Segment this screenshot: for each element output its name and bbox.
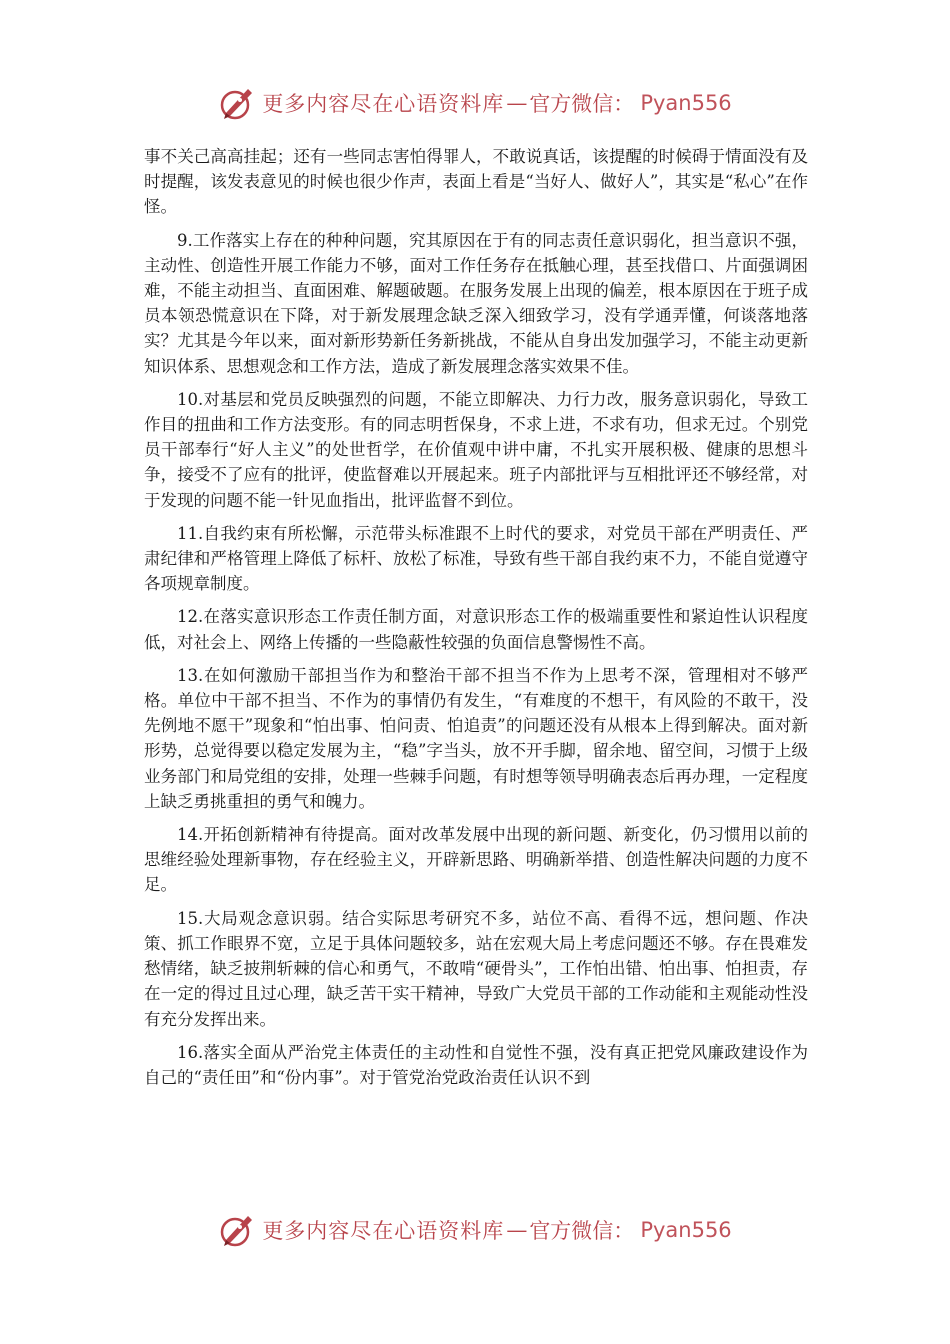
banner-separator: —	[506, 91, 528, 115]
banner-wechat-label: 官方微信：	[529, 1219, 635, 1243]
document-body	[144, 144, 808, 1098]
paragraph: 16.落实全面从严治党主体责任的主动性和自觉性不强，没有真正把党风廉政建设作为自己的“责任田”和“份内事”。对于管党治党政治责任认识不到	[144, 1042, 808, 1087]
paragraph: 事不关己高高挂起；还有一些同志害怕得罪人，不敢说真话，该提醒的时候碍于情面没有及时提醒，该发表意见的时候也很少作声，表面上看是“当好人、做好人”，其实是“私心”在作怪。	[144, 147, 808, 217]
paragraph: 9.工作落实上存在的种种问题，究其原因在于有的同志责任意识弱化，担当意识不强，主动性、创造性开展工作能力不够，面对工作任务存在抵触心理，甚至找借口、片面强调困难，不能主动担当、直面困难、解题破题。在服务发展上出现的偏差，根本原因在于班子成员本领恐慌意识在下降，对于新发展理念缺乏深入细致学习，没有学通弄懂，何谈落地落实？尤其是今年以来，面对新形势新任务新挑战，不能从自身出发加强学习，不能主动更新知识体系、思想观念和工作方法，造成了新发展理念落实效果不佳。	[144, 230, 808, 376]
paragraph: 14.开拓创新精神有待提高。面对改革发展中出现的新问题、新变化，仍习惯用以前的思维经验处理新事物，存在经验主义，开辟新思路、明确新举措、创造性解决问题的力度不足。	[144, 825, 808, 895]
footer-banner	[0, 1205, 950, 1255]
paragraph: 15.大局观念意识弱。结合实际思考研究不多，站位不高、看得不远，想问题、作决策、抓工作眼界不宽，立足于具体问题较多，站在宏观大局上考虑问题还不够。存在畏难发愁情绪，缺乏披荆斩棘的信心和勇气，不敢啃“硬骨头”，工作怕出错、怕出事、怕担责，存在一定的得过且过心理，缺乏苦干实干精神，导致广大党员干部的工作动能和主观能动性没有充分发挥出来。	[144, 908, 808, 1029]
paragraph: 10.对基层和党员反映强烈的问题，不能立即解决、力行力改，服务意识弱化，导致工作目的扭曲和工作方法变形。有的同志明哲保身，不求上进，不求有功，但求无过。个别党员干部奉行“好人主义”的处世哲学，在价值观中讲中庸，不扎实开展积极、健康的思想斗争，接受不了应有的批评，使监督难以开展起来。班子内部批评与互相批评还不够经常，对于发现的问题不能一针见血指出，批评监督不到位。	[144, 389, 808, 510]
pen-logo-icon	[218, 83, 258, 123]
banner-main-text: 更多内容尽在心语资料库	[262, 1219, 505, 1243]
banner-wechat-id: Pyan556	[640, 91, 732, 115]
paragraph: 11.自我约束有所松懈，示范带头标准跟不上时代的要求，对党员干部在严明责任、严肃纪律和严格管理上降低了标杆、放松了标准，导致有些干部自我约束不力，不能自觉遵守各项规章制度。	[144, 523, 808, 594]
banner-wechat-label: 官方微信：	[529, 92, 635, 116]
paragraph: 13.在如何激励干部担当作为和整治干部不担当不作为上思考不深，管理相对不够严格。单位中干部不担当、不作为的事情仍有发生，“有难度的不想干，有风险的不敢干，没先例地不愿干”现象和“怕出事、怕问责、怕追责”的问题还没有从根本上得到解决。面对新形势，总觉得要以稳定发展为主，“稳”字当头，放不开手脚，留余地、留空间，习惯于上级业务部门和局党组的安排，处理一些棘手问题，有时想等领导明确表态后再办理，一定程度上缺乏勇挑重担的勇气和魄力。	[144, 665, 808, 811]
banner-wechat-id: Pyan556	[640, 1218, 732, 1242]
banner-main-text: 更多内容尽在心语资料库	[262, 92, 505, 116]
banner-separator: —	[506, 1218, 528, 1242]
header-banner	[0, 78, 950, 128]
pen-logo-icon	[218, 1210, 258, 1250]
paragraph: 12.在落实意识形态工作责任制方面，对意识形态工作的极端重要性和紧迫性认识程度低，对社会上、网络上传播的一些隐蔽性较强的负面信息警惕性不高。	[144, 607, 808, 652]
